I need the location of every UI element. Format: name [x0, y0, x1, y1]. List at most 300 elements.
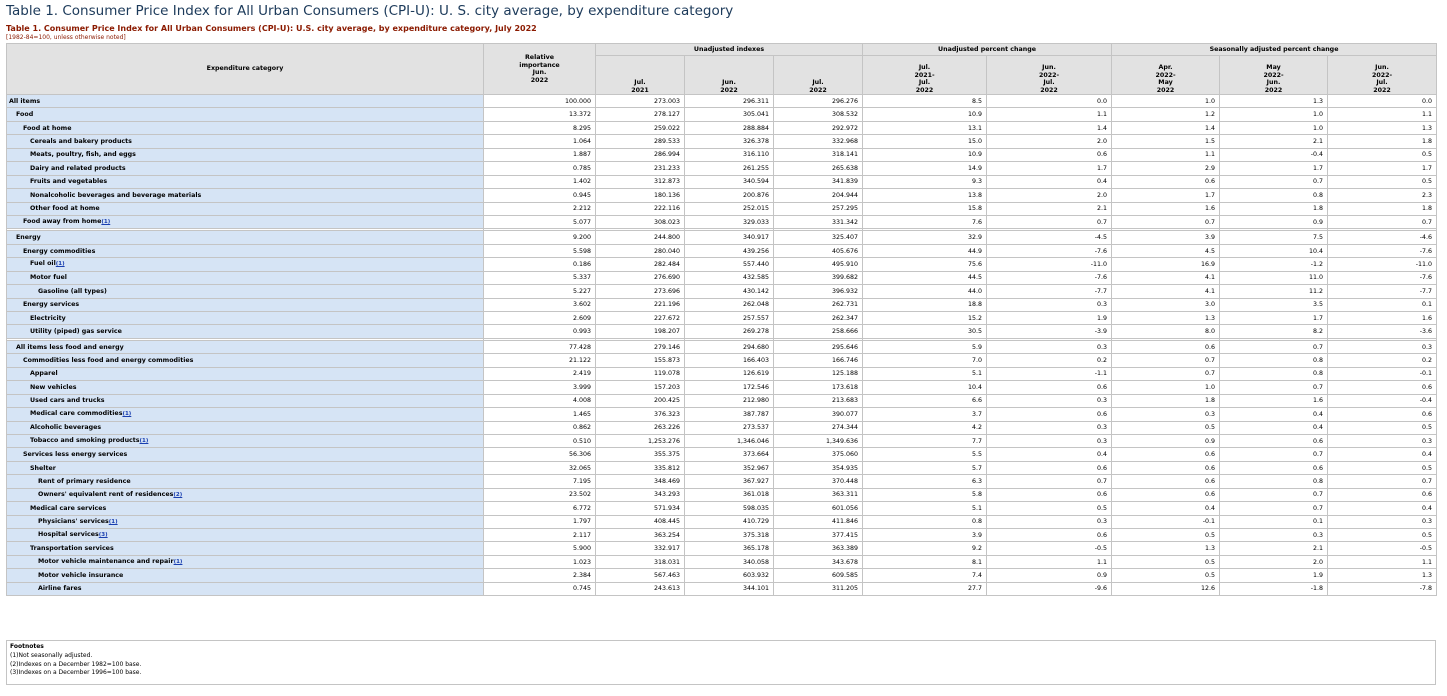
table-row — [7, 555, 1437, 568]
value-cell: 0.1 — [1220, 515, 1328, 528]
footnote-link[interactable]: (2) — [173, 491, 183, 498]
header-text: Jun. — [532, 69, 547, 76]
value-cell: 318.031 — [596, 555, 685, 568]
value-cell: 2.0 — [987, 135, 1112, 148]
value-cell: -0.4 — [1220, 148, 1328, 161]
table-body — [7, 95, 1437, 596]
value-cell: 0.7 — [1220, 381, 1328, 394]
category-cell — [7, 448, 484, 461]
value-cell: 263.226 — [596, 421, 685, 434]
value-cell: 2.1 — [1220, 135, 1328, 148]
header-text: 2022 — [915, 86, 934, 94]
value-cell: 286.994 — [596, 148, 685, 161]
value-cell: 5.1 — [863, 502, 987, 515]
value-cell: 0.6 — [987, 148, 1112, 161]
value-cell: 279.146 — [596, 340, 685, 353]
value-cell: 363.254 — [596, 529, 685, 542]
value-cell: 11.0 — [1220, 271, 1328, 284]
value-cell: 0.4 — [1220, 421, 1328, 434]
value-cell: 567.463 — [596, 569, 685, 582]
value-cell: 0.8 — [1220, 367, 1328, 380]
value-cell: 603.932 — [685, 569, 774, 582]
header-text: 2022- — [1038, 71, 1060, 79]
category-cell — [7, 529, 484, 542]
category-cell — [7, 162, 484, 175]
header-text: Jul. — [1043, 79, 1055, 86]
header-text: Jul. — [918, 64, 931, 71]
category-cell — [7, 515, 484, 528]
value-cell: 0.7 — [1112, 215, 1220, 228]
value-cell: 0.5 — [1112, 569, 1220, 582]
value-cell: 0.5 — [987, 502, 1112, 515]
value-cell: -7.6 — [1328, 244, 1437, 257]
value-cell: 0.5 — [1112, 555, 1220, 568]
table-row — [7, 354, 1437, 367]
value-cell: 318.141 — [774, 148, 863, 161]
value-cell: 4.2 — [863, 421, 987, 434]
value-cell: 227.672 — [596, 312, 685, 325]
value-cell: 329.033 — [685, 215, 774, 228]
value-cell: 1.3 — [1220, 95, 1328, 108]
header-text: May — [1266, 64, 1281, 71]
value-cell: 4.008 — [484, 394, 596, 407]
table-row — [7, 258, 1437, 271]
table-row — [7, 408, 1437, 421]
table-row — [7, 231, 1437, 244]
value-cell: 1.9 — [987, 312, 1112, 325]
footnote-link[interactable]: (1) — [108, 518, 118, 525]
value-cell: 0.3 — [987, 515, 1112, 528]
value-cell: 0.4 — [1328, 448, 1437, 461]
value-cell: 274.344 — [774, 421, 863, 434]
value-cell: 1.4 — [1112, 121, 1220, 134]
value-cell: 0.3 — [987, 298, 1112, 311]
category-label: Meats, poultry, fish, and eggs — [30, 151, 136, 159]
category-cell — [7, 582, 484, 595]
category-label: All items less food and energy — [16, 343, 124, 351]
value-cell: 9.2 — [863, 542, 987, 555]
category-cell — [7, 421, 484, 434]
value-cell: 0.6 — [1112, 448, 1220, 461]
category-cell — [7, 367, 484, 380]
value-cell: 3.0 — [1112, 298, 1220, 311]
value-cell: 282.484 — [596, 258, 685, 271]
table-row — [7, 271, 1437, 284]
value-cell: 1.8 — [1328, 135, 1437, 148]
value-cell: 243.613 — [596, 582, 685, 595]
value-cell: 294.680 — [685, 340, 774, 353]
value-cell: -7.6 — [987, 271, 1112, 284]
value-cell: 0.8 — [1220, 354, 1328, 367]
value-cell: 439.256 — [685, 244, 774, 257]
value-cell: 0.7 — [1328, 215, 1437, 228]
value-cell: 44.9 — [863, 244, 987, 257]
value-cell: 0.8 — [1220, 475, 1328, 488]
value-cell: 257.557 — [685, 312, 774, 325]
value-cell: 2.419 — [484, 367, 596, 380]
value-cell: 0.6 — [1112, 475, 1220, 488]
header-text: 2022 — [530, 76, 549, 84]
value-cell: -7.8 — [1328, 582, 1437, 595]
value-cell: 6.6 — [863, 394, 987, 407]
value-cell: 312.873 — [596, 175, 685, 188]
value-cell: 1.0 — [1220, 108, 1328, 121]
value-cell: 276.690 — [596, 271, 685, 284]
header-expenditure-category: Expenditure category — [7, 44, 484, 95]
header-group-unadjusted-percent-change: Unadjusted percent change — [863, 44, 1112, 56]
header-period-col-1 — [596, 56, 685, 95]
value-cell: 495.910 — [774, 258, 863, 271]
value-cell: 340.594 — [685, 175, 774, 188]
value-cell: 343.678 — [774, 555, 863, 568]
value-cell: 601.056 — [774, 502, 863, 515]
header-text: 2021- — [914, 71, 935, 79]
value-cell: 0.2 — [1328, 354, 1437, 367]
table-row — [7, 367, 1437, 380]
value-cell: 157.203 — [596, 381, 685, 394]
value-cell: 262.048 — [685, 298, 774, 311]
header-group-seasonally-adjusted-percent-change: Seasonally adjusted percent change — [1112, 44, 1437, 56]
value-cell: 1.3 — [1112, 312, 1220, 325]
category-label: Utility (piped) gas service — [30, 328, 122, 336]
value-cell: 405.676 — [774, 244, 863, 257]
value-cell: 363.311 — [774, 488, 863, 501]
value-cell: 32.065 — [484, 461, 596, 474]
value-cell: 1.1 — [987, 555, 1112, 568]
value-cell: 410.729 — [685, 515, 774, 528]
category-cell — [7, 298, 484, 311]
value-cell: 1.402 — [484, 175, 596, 188]
category-label: Medical care services — [30, 504, 107, 512]
value-cell: 3.5 — [1220, 298, 1328, 311]
header-text: 2022 — [809, 86, 827, 94]
value-cell: 0.6 — [987, 529, 1112, 542]
value-cell: -4.5 — [987, 231, 1112, 244]
footnote-link[interactable]: (1) — [55, 261, 65, 268]
value-cell: 1.3 — [1112, 542, 1220, 555]
value-cell: -1.8 — [1220, 582, 1328, 595]
header-text: 2022 — [720, 86, 738, 94]
header-period-col-3 — [774, 56, 863, 95]
value-cell: 0.6 — [1112, 175, 1220, 188]
category-label: Hospital services — [38, 531, 99, 539]
value-cell: 0.2 — [987, 354, 1112, 367]
table-row — [7, 135, 1437, 148]
header-text: Jun. — [1266, 79, 1281, 86]
value-cell: 2.212 — [484, 202, 596, 215]
header-text: May — [1158, 79, 1173, 86]
header-text: Relative — [524, 54, 555, 61]
category-label: Rent of primary residence — [38, 477, 131, 485]
value-cell: 0.7 — [1328, 475, 1437, 488]
value-cell: 296.276 — [774, 95, 863, 108]
table-row — [7, 95, 1437, 108]
value-cell: 0.0 — [1328, 95, 1437, 108]
value-cell: 262.731 — [774, 298, 863, 311]
value-cell: 1.1 — [1112, 148, 1220, 161]
value-cell: -7.7 — [1328, 285, 1437, 298]
table-row — [7, 394, 1437, 407]
value-cell: 1.7 — [987, 162, 1112, 175]
value-cell: 609.585 — [774, 569, 863, 582]
header-text: Jun. — [722, 79, 736, 86]
value-cell: 13.372 — [484, 108, 596, 121]
value-cell: 56.306 — [484, 448, 596, 461]
value-cell: 252.015 — [685, 202, 774, 215]
value-cell: 0.6 — [1328, 488, 1437, 501]
value-cell: 367.927 — [685, 475, 774, 488]
value-cell: 2.609 — [484, 312, 596, 325]
value-cell: 354.935 — [774, 461, 863, 474]
table-row — [7, 434, 1437, 447]
value-cell: 0.6 — [1328, 408, 1437, 421]
category-label: Motor fuel — [30, 274, 67, 282]
table-row — [7, 189, 1437, 202]
value-cell: 280.040 — [596, 244, 685, 257]
value-cell: 172.546 — [685, 381, 774, 394]
value-cell: 0.6 — [1112, 461, 1220, 474]
value-cell: 258.666 — [774, 325, 863, 338]
value-cell: 27.7 — [863, 582, 987, 595]
table-row — [7, 340, 1437, 353]
value-cell: 1.465 — [484, 408, 596, 421]
value-cell: 363.389 — [774, 542, 863, 555]
value-cell: 598.035 — [685, 502, 774, 515]
value-cell: 0.4 — [987, 448, 1112, 461]
value-cell: 332.968 — [774, 135, 863, 148]
category-cell — [7, 108, 484, 121]
value-cell: 0.8 — [1220, 189, 1328, 202]
category-label: Motor vehicle insurance — [38, 572, 124, 580]
category-cell — [7, 381, 484, 394]
value-cell: 0.6 — [1112, 488, 1220, 501]
value-cell: 2.384 — [484, 569, 596, 582]
value-cell: 200.876 — [685, 189, 774, 202]
value-cell: 7.5 — [1220, 231, 1328, 244]
value-cell: 0.5 — [1328, 175, 1437, 188]
header-group-unadjusted-indexes: Unadjusted indexes — [596, 44, 863, 56]
table-row — [7, 298, 1437, 311]
footnote-link[interactable]: (1) — [173, 559, 183, 566]
value-cell: 13.1 — [863, 121, 987, 134]
value-cell: 361.018 — [685, 488, 774, 501]
value-cell: 3.9 — [1112, 231, 1220, 244]
category-cell — [7, 135, 484, 148]
table-row — [7, 108, 1437, 121]
value-cell: 0.186 — [484, 258, 596, 271]
value-cell: 4.1 — [1112, 271, 1220, 284]
category-cell — [7, 408, 484, 421]
value-cell: -1.1 — [987, 367, 1112, 380]
value-cell: 557.440 — [685, 258, 774, 271]
value-cell: 14.9 — [863, 162, 987, 175]
table-row — [7, 381, 1437, 394]
value-cell: 200.425 — [596, 394, 685, 407]
category-cell — [7, 285, 484, 298]
value-cell: 3.999 — [484, 381, 596, 394]
value-cell: 0.3 — [987, 394, 1112, 407]
category-label: Cereals and bakery products — [30, 138, 132, 146]
value-cell: 7.7 — [863, 434, 987, 447]
value-cell: -4.6 — [1328, 231, 1437, 244]
value-cell: 8.1 — [863, 555, 987, 568]
category-label: Electricity — [30, 314, 66, 322]
value-cell: 305.041 — [685, 108, 774, 121]
value-cell: 2.117 — [484, 529, 596, 542]
category-cell — [7, 461, 484, 474]
value-cell: 0.6 — [1220, 461, 1328, 474]
category-cell — [7, 394, 484, 407]
value-cell: 1.0 — [1112, 381, 1220, 394]
value-cell: 1.8 — [1220, 202, 1328, 215]
table-row — [7, 244, 1437, 257]
value-cell: 11.2 — [1220, 285, 1328, 298]
table-row — [7, 475, 1437, 488]
value-cell: 0.3 — [987, 421, 1112, 434]
table-row — [7, 215, 1437, 228]
value-cell: 1.023 — [484, 555, 596, 568]
category-cell — [7, 148, 484, 161]
value-cell: 0.7 — [1220, 340, 1328, 353]
value-cell: 0.9 — [987, 569, 1112, 582]
value-cell: 18.8 — [863, 298, 987, 311]
value-cell: 273.696 — [596, 285, 685, 298]
value-cell: 1.2 — [1112, 108, 1220, 121]
category-cell — [7, 340, 484, 353]
category-label: Fruits and vegetables — [30, 178, 108, 186]
footnote-link[interactable]: (1) — [122, 411, 132, 418]
table-row — [7, 582, 1437, 595]
footnote-link[interactable]: (1) — [139, 438, 149, 445]
category-label: Energy — [16, 234, 41, 242]
table-row — [7, 448, 1437, 461]
value-cell: 0.6 — [1112, 340, 1220, 353]
category-label: Dairy and related products — [30, 164, 126, 172]
value-cell: 292.972 — [774, 121, 863, 134]
value-cell: 10.9 — [863, 108, 987, 121]
value-cell: -1.2 — [1220, 258, 1328, 271]
value-cell: 341.839 — [774, 175, 863, 188]
value-cell: 5.077 — [484, 215, 596, 228]
value-cell: 1.6 — [1220, 394, 1328, 407]
value-cell: 9.200 — [484, 231, 596, 244]
category-label: Services less energy services — [23, 451, 128, 459]
value-cell: 6.3 — [863, 475, 987, 488]
value-cell: 0.510 — [484, 434, 596, 447]
value-cell: 1.1 — [1328, 555, 1437, 568]
header-text: 2022 — [1373, 86, 1391, 94]
value-cell: 0.6 — [1328, 381, 1437, 394]
value-cell: 8.295 — [484, 121, 596, 134]
value-cell: 2.1 — [987, 202, 1112, 215]
value-cell: 265.638 — [774, 162, 863, 175]
value-cell: 1.8 — [1112, 394, 1220, 407]
footnote-link[interactable]: (1) — [101, 219, 111, 226]
value-cell: 0.7 — [1112, 367, 1220, 380]
value-cell: 8.5 — [863, 95, 987, 108]
value-cell: 5.8 — [863, 488, 987, 501]
category-label: Food at home — [23, 124, 72, 132]
value-cell: 430.142 — [685, 285, 774, 298]
value-cell: 1.0 — [1112, 95, 1220, 108]
value-cell: 1.6 — [1112, 202, 1220, 215]
category-cell — [7, 555, 484, 568]
value-cell: 288.884 — [685, 121, 774, 134]
value-cell: -3.6 — [1328, 325, 1437, 338]
value-cell: 269.278 — [685, 325, 774, 338]
value-cell: -0.4 — [1328, 394, 1437, 407]
value-cell: 0.6 — [987, 461, 1112, 474]
value-cell: 12.6 — [1112, 582, 1220, 595]
value-cell: 365.178 — [685, 542, 774, 555]
value-cell: 2.9 — [1112, 162, 1220, 175]
header-period-col-6 — [1112, 56, 1220, 95]
value-cell: -7.7 — [987, 285, 1112, 298]
value-cell: 375.318 — [685, 529, 774, 542]
value-cell: 7.4 — [863, 569, 987, 582]
value-cell: 1,253.276 — [596, 434, 685, 447]
value-cell: 335.812 — [596, 461, 685, 474]
header-relative-importance — [484, 44, 596, 95]
value-cell: 0.7 — [1220, 448, 1328, 461]
value-cell: 289.533 — [596, 135, 685, 148]
value-cell: 377.415 — [774, 529, 863, 542]
value-cell: 0.9 — [1112, 434, 1220, 447]
value-cell: 408.445 — [596, 515, 685, 528]
value-cell: -0.1 — [1328, 367, 1437, 380]
value-cell: -11.0 — [1328, 258, 1437, 271]
category-cell — [7, 231, 484, 244]
value-cell: 7.0 — [863, 354, 987, 367]
table-row — [7, 488, 1437, 501]
category-cell — [7, 434, 484, 447]
category-label: Physicians' services — [38, 517, 109, 525]
value-cell: 3.7 — [863, 408, 987, 421]
value-cell: 0.4 — [1220, 408, 1328, 421]
value-cell: 5.598 — [484, 244, 596, 257]
footnotes-title: Footnotes — [10, 643, 44, 650]
value-cell: 0.5 — [1112, 421, 1220, 434]
footnote-link[interactable]: (3) — [98, 532, 108, 539]
value-cell: 126.619 — [685, 367, 774, 380]
header-text: 2022 — [1040, 86, 1058, 94]
value-cell: 0.4 — [1112, 502, 1220, 515]
value-cell: 1.887 — [484, 148, 596, 161]
category-cell — [7, 488, 484, 501]
value-cell: 376.323 — [596, 408, 685, 421]
value-cell: -3.9 — [987, 325, 1112, 338]
category-label: Nonalcoholic beverages and beverage materials — [30, 191, 202, 199]
value-cell: 213.683 — [774, 394, 863, 407]
value-cell: 166.403 — [685, 354, 774, 367]
value-cell: -7.6 — [987, 244, 1112, 257]
header-period-col-2 — [685, 56, 774, 95]
value-cell: 390.077 — [774, 408, 863, 421]
value-cell: 355.375 — [596, 448, 685, 461]
value-cell: 0.3 — [1112, 408, 1220, 421]
value-cell: 5.7 — [863, 461, 987, 474]
table-row — [7, 502, 1437, 515]
value-cell: 1.5 — [1112, 135, 1220, 148]
table-row — [7, 121, 1437, 134]
value-cell: 0.5 — [1112, 529, 1220, 542]
value-cell: 0.0 — [987, 95, 1112, 108]
value-cell: 370.448 — [774, 475, 863, 488]
value-cell: 0.7 — [1220, 175, 1328, 188]
header-text: importance — [519, 61, 560, 69]
value-cell: 316.110 — [685, 148, 774, 161]
value-cell: 1.3 — [1328, 569, 1437, 582]
